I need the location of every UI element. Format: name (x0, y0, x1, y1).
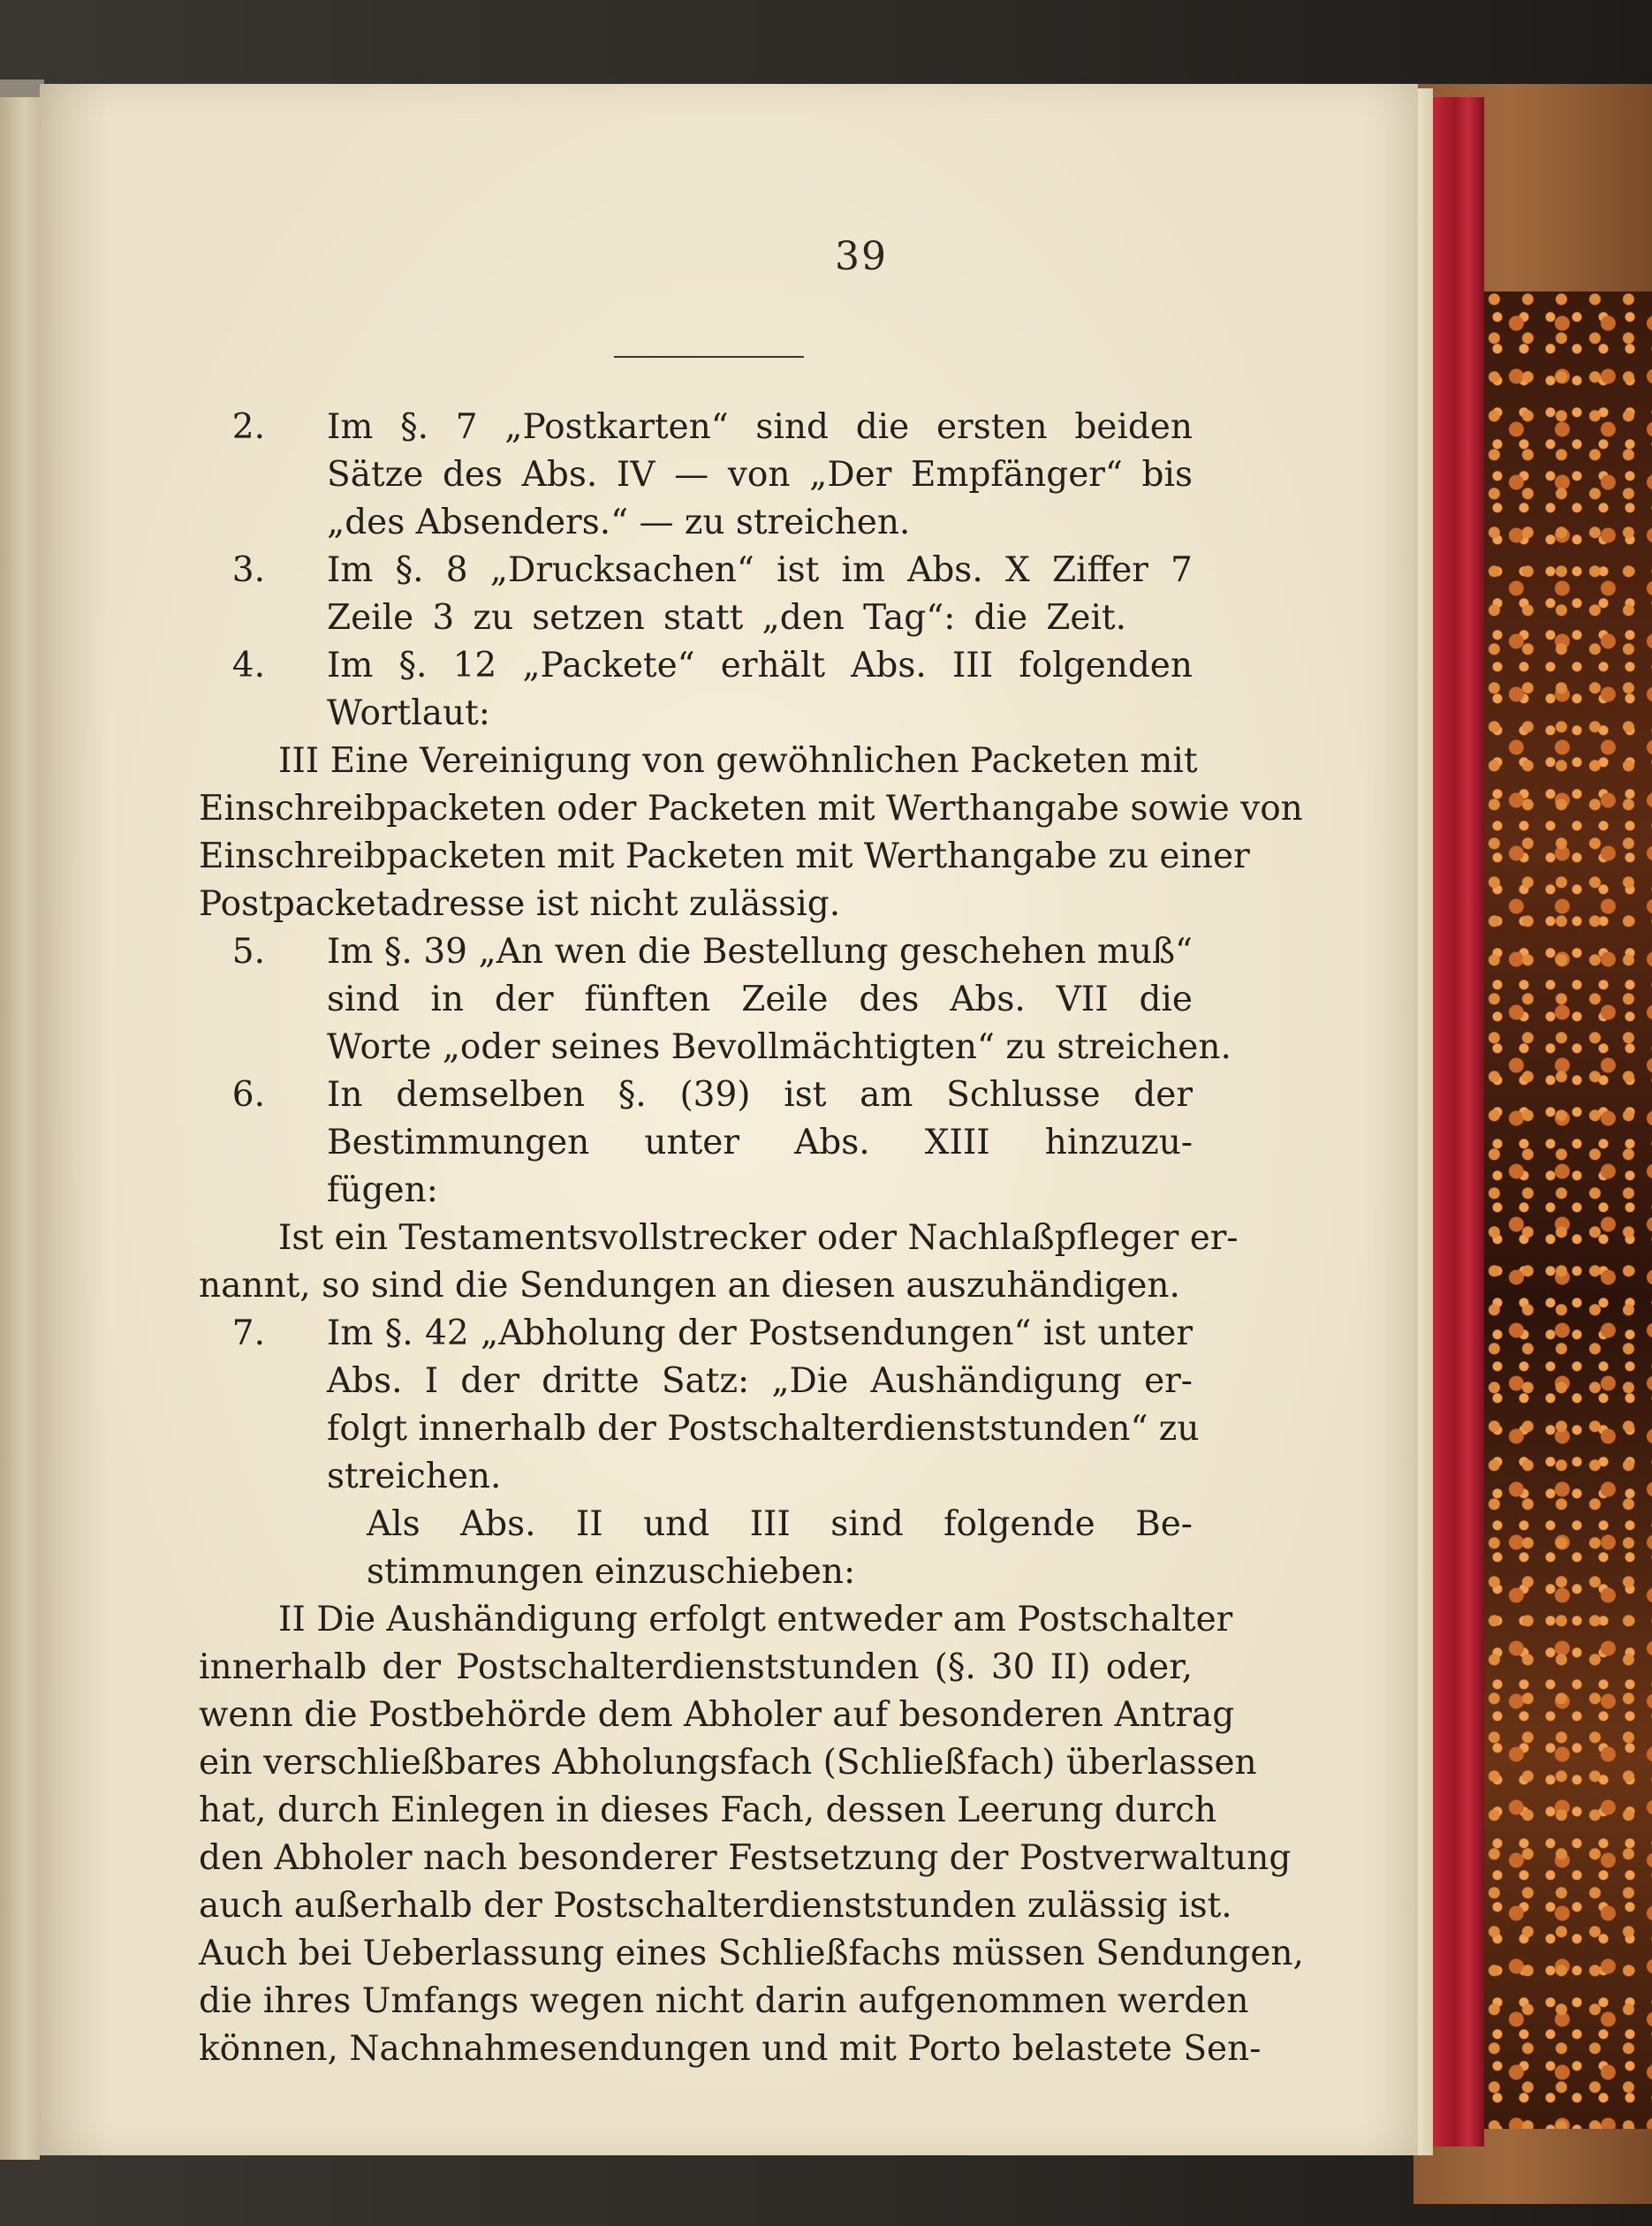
text-line: fügen: (327, 1170, 438, 1210)
marbled-endpaper (1484, 292, 1652, 2129)
text-line: Als Abs. II und III sind folgende Be- (367, 1504, 1193, 1544)
item-number: 4. (231, 646, 265, 685)
text-line: ein verschließbares Abholungsfach (Schließfach) überlassen (199, 1743, 1257, 1783)
page-text (40, 84, 1418, 2155)
text-line: Worte „oder seines Bevollmächtigten“ zu streichen. (327, 1027, 1231, 1067)
text-line: Im §. 12 „Packete“ erhält Abs. III folgenden (327, 646, 1193, 685)
text-line: Zeile 3 zu setzen statt „den Tag“: die Zeit. (327, 598, 1126, 638)
item-number: 6. (231, 1075, 265, 1115)
text-line: Im §. 8 „Drucksachen“ ist im Abs. X Ziffer 7 (327, 550, 1193, 590)
text-line: Wortlaut: (327, 693, 490, 733)
text-line: II Die Aushändigung erfolgt entweder am Postschalter (278, 1600, 1233, 1639)
text-line: Einschreibpacketen mit Packeten mit Werthangabe zu einer (199, 837, 1250, 876)
item-number: 3. (231, 550, 265, 590)
book-page (40, 84, 1418, 2155)
text-line: Im §. 7 „Postkarten“ sind die ersten beiden (327, 407, 1193, 447)
text-line: In demselben §. (39) ist am Schlusse der (327, 1075, 1193, 1115)
text-line: die ihres Umfangs wegen nicht darin aufgenommen werden (199, 1981, 1249, 2021)
text-line: Abs. I der dritte Satz: „Die Aushändigung er- (327, 1361, 1193, 1401)
text-line: den Abholer nach besonderer Festsetzung der Postverwaltung (199, 1838, 1292, 1878)
text-line: hat, durch Einlegen in dieses Fach, dessen Leerung durch (199, 1791, 1217, 1830)
text-line: stimmungen einzuschieben: (367, 1552, 856, 1592)
red-page-edges (1431, 97, 1484, 2146)
text-line: Sätze des Abs. IV — von „Der Empfänger“ bis (327, 455, 1193, 495)
text-line: Ist ein Testamentsvollstrecker oder Nachlaßpfleger er- (278, 1218, 1239, 1258)
text-line: sind in der fünften Zeile des Abs. VII die (327, 980, 1193, 1019)
text-line: Einschreibpacketen oder Packeten mit Werthangabe sowie von (199, 789, 1303, 829)
previous-page-edge (0, 84, 40, 2160)
text-line: Bestimmungen unter Abs. XIII hinzuzu- (327, 1123, 1193, 1162)
text-line: nannt, so sind die Sendungen an diesen auszuhändigen. (199, 1266, 1180, 1306)
text-line: auch außerhalb der Postschalterdienststunden zulässig ist. (199, 1886, 1232, 1926)
page-number: 39 (835, 234, 888, 279)
item-number: 5. (231, 932, 265, 972)
item-number: 7. (231, 1314, 265, 1353)
text-line: streichen. (327, 1457, 502, 1496)
text-line: wenn die Postbehörde dem Abholer auf besonderen Antrag (199, 1695, 1235, 1735)
text-line: können, Nachnahmesendungen und mit Porto belastete Sen- (199, 2029, 1262, 2069)
text-line: Auch bei Ueberlassung eines Schließfachs müssen Sendungen, (199, 1934, 1304, 1973)
text-line: Postpacketadresse ist nicht zulässig. (199, 884, 841, 924)
binding-clip (0, 80, 44, 97)
text-line: Im §. 39 „An wen die Bestellung geschehen muß“ (327, 932, 1193, 972)
text-line: III Eine Vereinigung von gewöhnlichen Packeten mit (278, 741, 1198, 781)
item-number: 2. (231, 407, 265, 447)
text-line: „des Absenders.“ — zu streichen. (327, 503, 911, 542)
text-line: Im §. 42 „Abholung der Postsendungen“ ist unter (327, 1314, 1193, 1353)
text-line: innerhalb der Postschalterdienststunden (§. 30 II) oder, (199, 1647, 1193, 1687)
text-line: folgt innerhalb der Postschalterdienststunden“ zu (327, 1409, 1200, 1449)
